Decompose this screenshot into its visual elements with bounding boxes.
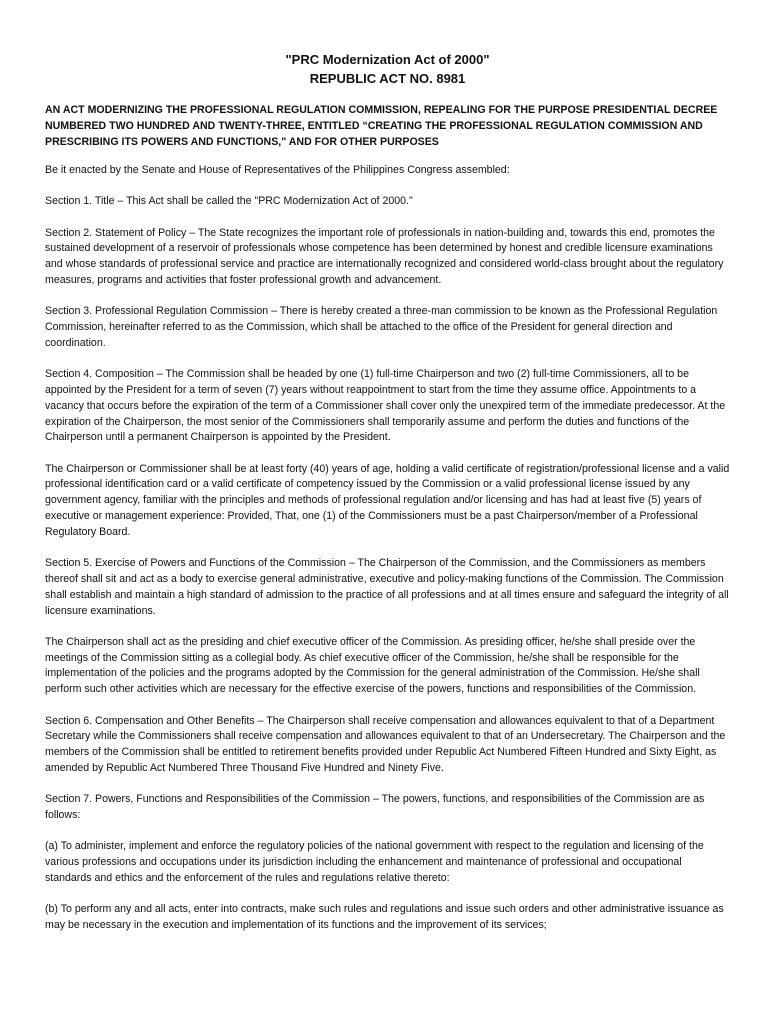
section-7-item-a: (a) To administer, implement and enforce the regulatory policies of the national government with respect to the regulation and licensing of the various professions and occupations under its jurisdiction including the enhancement and maintenance of professional and occupational standards and ethics and the enforcement of the rules and regulations relative thereto:	[45, 840, 704, 884]
section-4-composition: Section 4. Composition – The Commission shall be headed by one (1) full-time Chairperson and two (2) full-time Commissioners, all to be appointed by the President for a term of seven (7) years without reappointment to start from the time they assume office. Appointments to a vacancy that occurs before the expiration of the term of a Commissioner shall cover only the unexpired term of the immediate predecessor. At the expiration of the Chairperson, the most senior of the Commissioners shall temporarily assume and perform the duties and functions of the Chairperson until a permanent Chairperson is appointed by the President.	[45, 368, 726, 444]
act-number: REPUBLIC ACT NO. 8981	[309, 71, 466, 86]
title-block	[45, 50, 730, 88]
section-5-powers: Section 5. Exercise of Powers and Functions of the Commission – The Chairperson of the Commission, and the Commissioners as members thereof shall sit and act as a body to exercise general administrative, executive and policy-making functions of the Commission. The Commission shall establish and maintain a high standard of admission to the practice of all professions and at all times ensure and safeguard the integrity of all licensure examinations.	[45, 557, 729, 617]
section-7-item-b: (b) To perform any and all acts, enter into contracts, make such rules and regulations and issue such orders and other administrative issuance as may be necessary in the execution and implementation of its functions and the improvement of its services;	[45, 903, 724, 931]
section-6-compensation: Section 6. Compensation and Other Benefits – The Chairperson shall receive compensation and allowances equivalent to that of a Department Secretary while the Commissioners shall receive compensation and allowances equivalent to that of an Undersecretary. The Chairperson and the members of the Commission shall be entitled to retirement benefits provided under Republic Act Numbered Fifteen Hundred and Sixty Eight, as amended by Republic Act Numbered Three Thousand Five Hundred and Ninety Five.	[45, 714, 726, 774]
section-7-responsibilities: Section 7. Powers, Functions and Responsibilities of the Commission – The powers, functions, and responsibilities of the Commission are as follows:	[45, 793, 705, 821]
enacting-clause: Be it enacted by the Senate and House of Representatives of the Philippines Congress assembled:	[45, 164, 510, 176]
section-1-title: Section 1. Title – This Act shall be called the "PRC Modernization Act of 2000."	[45, 195, 413, 208]
section-2-policy: Section 2. Statement of Policy – The State recognizes the important role of professionals in nation-building and, towards this end, promotes the sustained development of a reservoir of professionals whose competence has been determined by honest and credible licensure examinations and whose standards of professional service and practice are internationally recognized and considered world-class brought about the regulatory measures, programs and activities that foster professional growth and advancement.	[45, 226, 724, 286]
act-subtitle: AN ACT MODERNIZING THE PROFESSIONAL REGULATION COMMISSION, REPEALING FOR THE PURPOSE PRESIDENTIAL DECREE NUMBERED TWO HUNDRED AND TWENTY-THREE, ENTITLED “CREATING THE PROFESSIONAL REGULATION COMMISSION AND PRESCRIBING ITS POWERS AND FUNCTIONS," AND FOR OTHER PURPOSES	[45, 104, 718, 148]
section-3-commission: Section 3. Professional Regulation Commission – There is hereby created a three-man commission to be known as the Professional Regulation Commission, hereinafter referred to as the Commission, which shall be attached to the office of the President for general direction and coordination.	[45, 305, 718, 349]
document-title: "PRC Modernization Act of 2000"	[285, 52, 490, 67]
section-5-chairperson: The Chairperson shall act as the presiding and chief executive officer of the Commission. As presiding officer, he/she shall preside over the meetings of the Commission sitting as a collegial body. As chief executive officer of the Commission, he/she shall be responsible for the implementation of the policies and the programs adopted by the Commission for the general administration of the Commission. He/she shall perform such other activities which are necessary for the effective exercise of the powers, functions and responsibilities of the Commission.	[45, 635, 700, 696]
section-4-qualifications: The Chairperson or Commissioner shall be at least forty (40) years of age, holding a valid certificate of registration/professional license and a valid professional identification card or a valid certificate of competency issued by the Commission or a valid professional license issued by any government agency, familiar with the principles and methods of professional regulation and/or licensing and has had at least five (5) years of executive or management experience: Provided, That, one (1) of the Commissioners must be a past Chairperson/member of a Professional Regulatory Board.	[45, 462, 730, 538]
